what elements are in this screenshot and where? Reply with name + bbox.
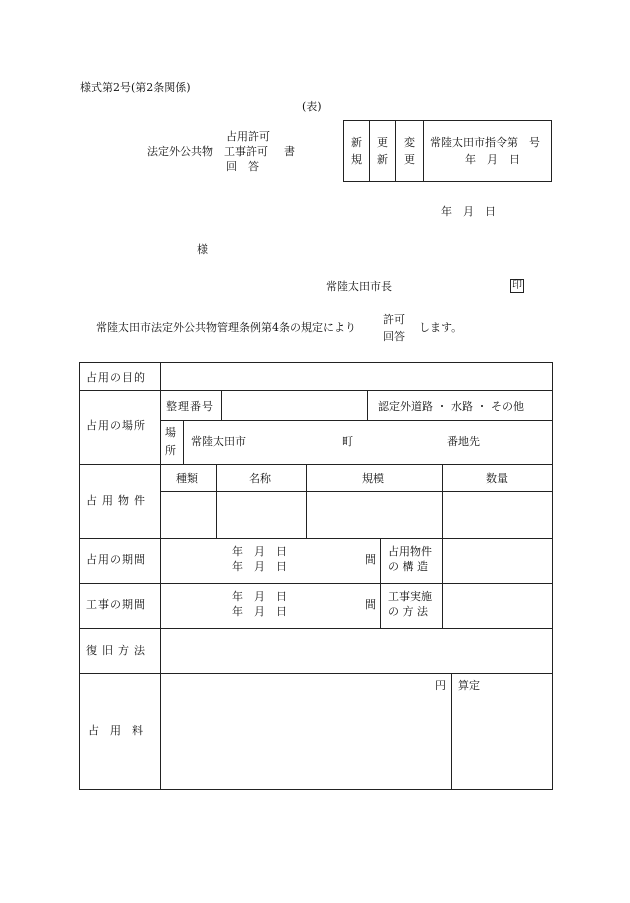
body-option-answer: 回答 bbox=[383, 330, 405, 343]
serial-number-label: 整理番号 bbox=[166, 400, 214, 413]
method-label-2: の 方 法 bbox=[388, 605, 428, 618]
issue-date: 年 月 日 bbox=[441, 205, 496, 218]
doc-type-2: 工事許可 bbox=[224, 145, 268, 158]
doc-type-3: 回 答 bbox=[226, 160, 259, 173]
body-option-permit: 許可 bbox=[383, 313, 405, 326]
renew-label-1: 更 bbox=[377, 136, 388, 149]
directive-number: 常陸太田市指令第 号 bbox=[430, 136, 540, 149]
occupation-end-date: 年 月 日 bbox=[232, 560, 287, 573]
road-type-options: 認定外道路 ・ 水路 ・ その他 bbox=[378, 400, 524, 413]
place-mini-label-1: 場 bbox=[165, 426, 176, 439]
structure-label-2: の 構 造 bbox=[388, 560, 428, 573]
directive-date: 年 月 日 bbox=[465, 153, 520, 166]
construction-between: 間 bbox=[365, 598, 376, 611]
object-header-type: 種類 bbox=[176, 472, 198, 485]
issuer: 常陸太田市長 bbox=[326, 280, 392, 293]
change-label-1: 変 bbox=[404, 136, 415, 149]
place-label: 占用の場所 bbox=[86, 419, 146, 432]
object-header-name: 名称 bbox=[249, 472, 271, 485]
change-label-2: 更 bbox=[404, 153, 415, 166]
object-header-scale: 規模 bbox=[362, 472, 384, 485]
object-label: 占用物件 bbox=[86, 494, 150, 507]
permit-table bbox=[79, 362, 553, 790]
restoration-label: 復旧方法 bbox=[86, 644, 150, 657]
town-suffix: 町 bbox=[342, 435, 353, 448]
doc-type-1: 占用許可 bbox=[226, 130, 270, 143]
occupation-period-label: 占用の期間 bbox=[86, 553, 146, 566]
method-label-1: 工事実施 bbox=[388, 590, 432, 603]
lot-suffix: 番地先 bbox=[447, 435, 480, 448]
form-number: 様式第2号(第2条関係) bbox=[80, 81, 191, 94]
new-label-2: 規 bbox=[351, 153, 362, 166]
seal-mark: 印 bbox=[512, 280, 522, 291]
renew-label-2: 新 bbox=[377, 153, 388, 166]
form-side: (表) bbox=[302, 100, 322, 113]
header-box bbox=[343, 120, 552, 182]
fee-label: 占 用 料 bbox=[88, 724, 143, 737]
city-name: 常陸太田市 bbox=[191, 435, 246, 448]
doc-suffix: 書 bbox=[284, 145, 295, 158]
occupation-start-date: 年 月 日 bbox=[232, 545, 287, 558]
place-mini-label-2: 所 bbox=[165, 444, 176, 457]
new-label-1: 新 bbox=[351, 136, 362, 149]
occupation-between: 間 bbox=[365, 553, 376, 566]
purpose-label: 占用の目的 bbox=[86, 371, 146, 384]
object-header-quantity: 数量 bbox=[486, 472, 508, 485]
yen-unit: 円 bbox=[435, 679, 446, 692]
construction-end-date: 年 月 日 bbox=[232, 605, 287, 618]
construction-period-label: 工事の期間 bbox=[86, 598, 146, 611]
addressee-suffix: 様 bbox=[197, 243, 208, 256]
structure-label-1: 占用物件 bbox=[388, 545, 432, 558]
doc-prefix: 法定外公共物 bbox=[147, 145, 213, 158]
body-prefix: 常陸太田市法定外公共物管理条例第4条の規定により bbox=[96, 321, 356, 334]
body-suffix: します。 bbox=[419, 321, 463, 334]
construction-start-date: 年 月 日 bbox=[232, 590, 287, 603]
calculation-label: 算定 bbox=[458, 679, 480, 692]
